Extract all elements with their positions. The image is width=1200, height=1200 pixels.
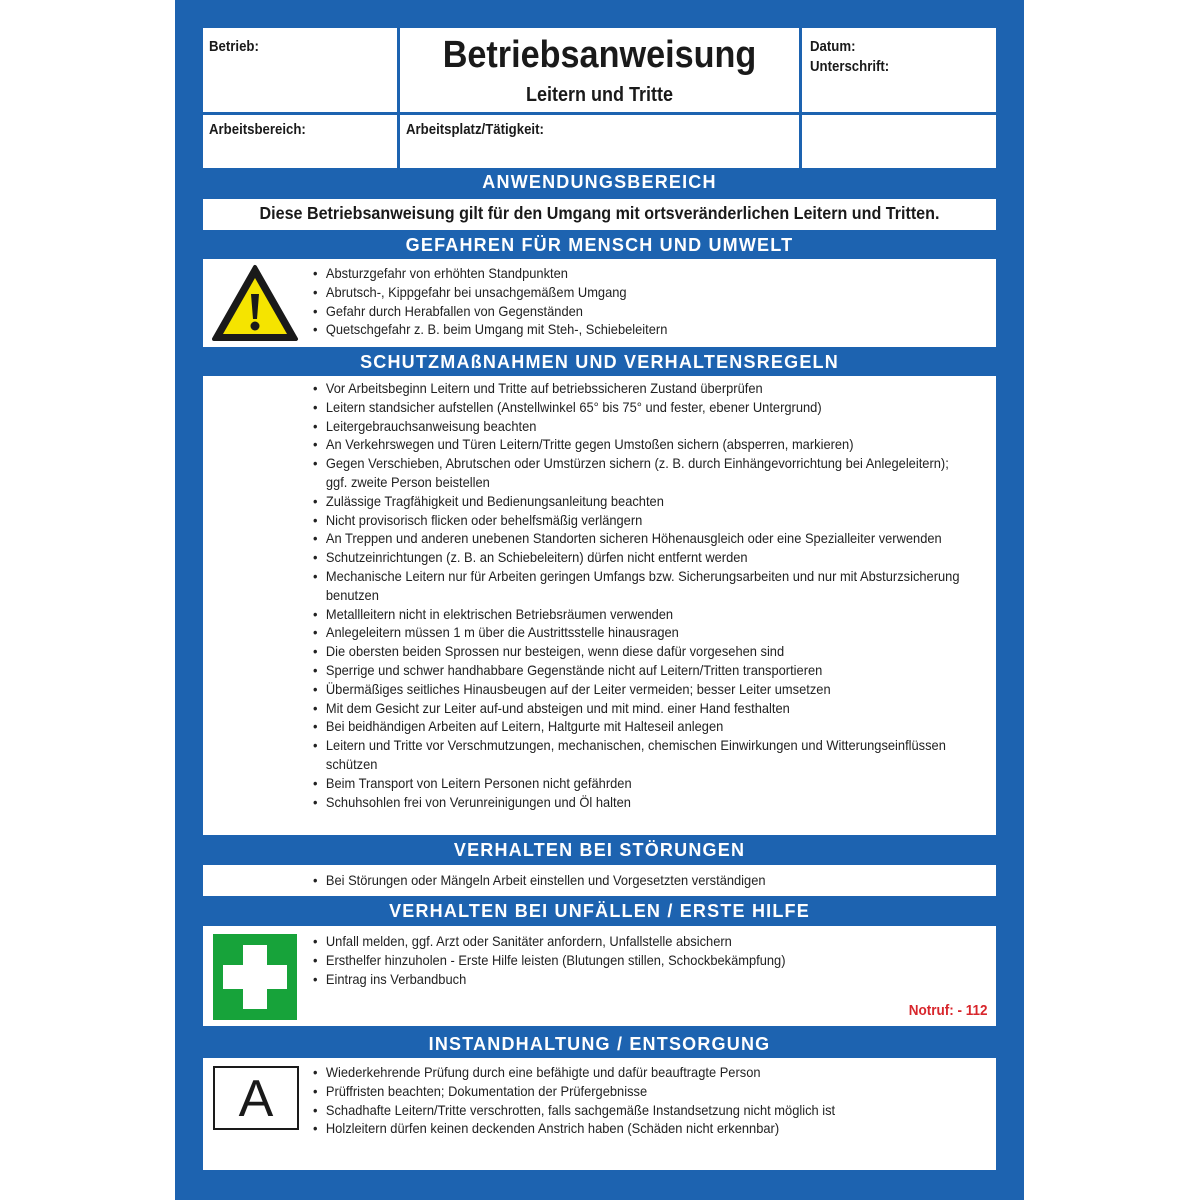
list-item: • Schutzeinrichtungen (z. B. an Schiebeleitern) dürfen nicht entfernt werden xyxy=(313,548,961,567)
list-item: • Beim Transport von Leitern Personen nicht gefährden xyxy=(313,774,961,793)
list-item: • Wiederkehrende Prüfung durch eine befähigte und dafür beauftragte Person xyxy=(313,1063,961,1082)
datum-label: Datum: xyxy=(810,38,856,55)
unterschrift-label: Unterschrift: xyxy=(810,58,890,75)
list-item: • Eintrag ins Verbandbuch xyxy=(313,970,961,989)
section-title-unfaelle: VERHALTEN BEI UNFÄLLEN / ERSTE HILFE xyxy=(389,901,810,921)
list-item: • Leitergebrauchsanweisung beachten xyxy=(313,417,961,436)
list-item: • Schadhafte Leitern/Tritte verschrotten, falls sachgemäße Instandsetzung nicht möglich ist xyxy=(313,1101,961,1120)
stoerungen-list xyxy=(313,871,1017,890)
list-item: • Nicht provisorisch flicken oder behelfsmäßig verlängern xyxy=(313,511,961,530)
unfaelle-list xyxy=(313,932,1017,988)
anwendungsbereich-box xyxy=(203,199,996,230)
list-item: • Bei beidhändigen Arbeiten auf Leitern, Haltgurte mit Halteseil anlegen xyxy=(313,717,961,736)
first-aid-cross-icon xyxy=(213,934,297,1020)
section-title-instandhaltung: INSTANDHALTUNG / ENTSORGUNG xyxy=(428,1034,771,1054)
header-block xyxy=(203,28,996,168)
page-subtitle: Leitern und Tritte xyxy=(525,84,674,106)
list-item: • Holzleitern dürfen keinen deckenden Anstrich haben (Schäden nicht erkennbar) xyxy=(313,1119,961,1138)
list-item: • Mit dem Gesicht zur Leiter auf-und absteigen und mit mind. einer Hand festhalten xyxy=(313,699,961,718)
list-item: • An Verkehrswegen und Türen Leitern/Tritte gegen Umstoßen sichern (absperren, markieren) xyxy=(313,435,961,454)
schutzmassnahmen-box xyxy=(203,376,996,835)
list-item: • Prüffristen beachten; Dokumentation der Prüfergebnisse xyxy=(313,1082,961,1101)
section-title-stoerungen: VERHALTEN BEI STÖRUNGEN xyxy=(453,840,746,860)
list-item: • Ersthelfer hinzuholen - Erste Hilfe leisten (Blutungen stillen, Schockbekämpfung) xyxy=(313,951,961,970)
list-item: • Quetschgefahr z. B. beim Umgang mit Steh-, Schiebeleitern xyxy=(313,320,961,339)
section-title-gefahren: GEFAHREN FÜR MENSCH UND UMWELT xyxy=(405,235,794,255)
section-title-schutzmassnahmen: SCHUTZMAßNAHMEN UND VERHALTENSREGELN xyxy=(360,352,839,372)
instandhaltung-box xyxy=(203,1058,996,1170)
list-item: • An Treppen und anderen unebenen Standorten sicheren Höhenausgleich oder eine Spezialleiter verwenden xyxy=(313,529,961,548)
anwendungsbereich-text: Diese Betriebsanweisung gilt für den Umgang mit ortsveränderlichen Leitern und Tritten. xyxy=(259,203,940,223)
notruf-number: Notruf: - 112 xyxy=(909,1002,988,1019)
list-item: • Übermäßiges seitliches Hinausbeugen auf der Leiter vermeiden; besser Leiter umsetzen xyxy=(313,680,961,699)
warning-triangle-icon xyxy=(211,263,299,343)
arbeitsbereich-label: Arbeitsbereich: xyxy=(209,121,306,138)
gefahren-box xyxy=(203,259,996,347)
letter-a-text: A xyxy=(238,1070,274,1128)
list-item: • Schuhsohlen frei von Verunreinigungen und Öl halten xyxy=(313,793,961,812)
arbeitsplatz-label: Arbeitsplatz/Tätigkeit: xyxy=(406,121,544,138)
section-title-anwendungsbereich: ANWENDUNGSBEREICH xyxy=(482,172,717,192)
list-item: • Mechanische Leitern nur für Arbeiten geringen Umfangs bzw. Sicherungsarbeiten und nur mit Absturzsicherung benutzen xyxy=(313,567,961,605)
schutzmassnahmen-list xyxy=(313,379,1017,811)
list-item: • Abrutsch-, Kippgefahr bei unsachgemäßem Umgang xyxy=(313,283,961,302)
letter-a-icon xyxy=(213,1066,299,1130)
unfaelle-box xyxy=(203,926,996,1026)
list-item: • Gegen Verschieben, Abrutschen oder Umstürzen sichern (z. B. durch Einhängevorrichtung bei Anlegeleitern); ggf. zweite Person beistellen xyxy=(313,454,961,492)
page-title: Betriebsanweisung xyxy=(442,34,757,76)
list-item: • Bei Störungen oder Mängeln Arbeit einstellen und Vorgesetzten verständigen xyxy=(313,871,961,890)
list-item: • Die obersten beiden Sprossen nur besteigen, wenn diese dafür vorgesehen sind xyxy=(313,642,961,661)
list-item: • Gefahr durch Herabfallen von Gegenständen xyxy=(313,302,961,321)
list-item: • Metallleitern nicht in elektrischen Betriebsräumen verwenden xyxy=(313,605,961,624)
stoerungen-box xyxy=(203,865,996,896)
list-item: • Anlegeleitern müssen 1 m über die Austrittsstelle hinausragen xyxy=(313,623,961,642)
list-item: • Leitern und Tritte vor Verschmutzungen, mechanischen, chemischen Einwirkungen und Witterungseinflüssen schützen xyxy=(313,736,961,774)
gefahren-list xyxy=(313,264,1017,339)
list-item: • Unfall melden, ggf. Arzt oder Sanitäter anfordern, Unfallstelle absichern xyxy=(313,932,961,951)
operating-instruction-sheet xyxy=(175,0,1024,1200)
list-item: • Sperrige und schwer handhabbare Gegenstände nicht auf Leitern/Tritten transportieren xyxy=(313,661,961,680)
list-item: • Zulässige Tragfähigkeit und Bedienungsanleitung beachten xyxy=(313,492,961,511)
list-item: • Leitern standsicher aufstellen (Anstellwinkel 65° bis 75° und fester, ebener Untergrund) xyxy=(313,398,961,417)
list-item: • Vor Arbeitsbeginn Leitern und Tritte auf betriebssicheren Zustand überprüfen xyxy=(313,379,961,398)
betrieb-label: Betrieb: xyxy=(209,38,259,55)
instandhaltung-list xyxy=(313,1063,1017,1138)
list-item: • Absturzgefahr von erhöhten Standpunkten xyxy=(313,264,961,283)
